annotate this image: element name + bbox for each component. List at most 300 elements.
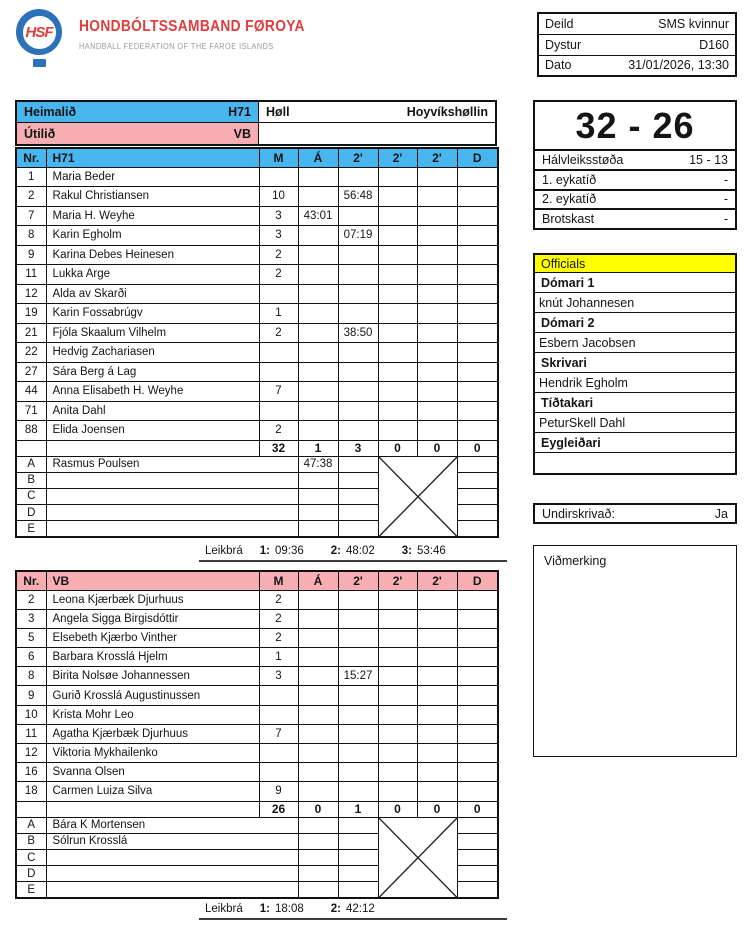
player-name: Svanna Olsen	[46, 763, 259, 782]
player-name: Leona Kjærbæk Djurhuus	[46, 590, 259, 609]
cell-dq	[457, 686, 498, 705]
cell-2min-1: 15:27	[338, 667, 378, 686]
timeout-3-key: 3:	[401, 545, 412, 557]
official-letter: B	[16, 833, 46, 849]
player-name: Karin Fossabrúgv	[46, 304, 259, 324]
cell-2min-1	[338, 382, 378, 402]
player-number: 21	[16, 323, 46, 343]
cell-2min-3	[417, 648, 457, 667]
official-name: Sólrun Krosslá	[46, 833, 298, 849]
cell-2min-3	[417, 382, 457, 402]
info-value: SMS kvinnur	[658, 17, 729, 32]
home-timeouts-line	[199, 545, 507, 562]
cell-goals: 10	[259, 187, 298, 207]
cell-2min-3	[417, 323, 457, 343]
cell-2min-1	[338, 763, 378, 782]
cell-warning	[298, 187, 338, 207]
cell-2min-1	[338, 304, 378, 324]
overtime2-label: 2. eykatíð	[542, 192, 597, 207]
cell-2min-1	[338, 206, 378, 226]
cell-goals: 9	[259, 782, 298, 801]
cell-warning	[298, 265, 338, 285]
cell-2min-3	[417, 245, 457, 265]
player-row	[16, 782, 498, 801]
cell-warning	[298, 245, 338, 265]
player-row	[16, 590, 498, 609]
col-warning: Á	[298, 148, 338, 167]
cell-dq	[457, 782, 498, 801]
player-row	[16, 744, 498, 763]
cell-2min-2	[378, 167, 417, 187]
official-letter: D	[16, 866, 46, 882]
cell-dq	[457, 744, 498, 763]
player-row	[16, 265, 498, 285]
cell-2min-1: 07:19	[338, 226, 378, 246]
cell-2min-3	[417, 265, 457, 285]
cell-2min-2	[378, 343, 417, 363]
player-number: 22	[16, 343, 46, 363]
cell-warning	[298, 226, 338, 246]
observer-name	[535, 453, 735, 473]
cell-dq	[457, 284, 498, 304]
crossed-out-region	[378, 817, 457, 898]
cell-2min-2	[378, 362, 417, 382]
official-letter: C	[16, 488, 46, 504]
cell-2min-3	[417, 304, 457, 324]
cell-warning	[298, 609, 338, 628]
cell-2min-2	[378, 265, 417, 285]
home-label: Heimalið	[24, 105, 77, 119]
cell-goals	[259, 362, 298, 382]
leikbra-label: Leikbrá	[205, 545, 243, 557]
player-name: Krista Mohr Leo	[46, 705, 259, 724]
total-dq: 0	[457, 440, 498, 456]
cell-2min-1	[338, 686, 378, 705]
cell-2min-3	[417, 609, 457, 628]
officials-panel	[533, 253, 737, 475]
cell-dq	[457, 609, 498, 628]
cell-goals: 2	[259, 421, 298, 441]
cell-dq	[457, 705, 498, 724]
home-roster-header	[16, 148, 498, 167]
cell-2min-3	[417, 206, 457, 226]
player-row	[16, 323, 498, 343]
player-name: Angela Sigga Birgisdóttir	[46, 609, 259, 628]
cell-goals: 7	[259, 382, 298, 402]
cell-2min-2	[378, 382, 417, 402]
cell-2min-2	[378, 705, 417, 724]
cell-goals	[259, 705, 298, 724]
officials-title: Officials	[535, 255, 735, 273]
referee1-label: Dómari 1	[535, 273, 735, 293]
player-row	[16, 245, 498, 265]
info-row-deild	[539, 14, 735, 34]
overtime1-value: -	[723, 172, 728, 187]
cell-2min-3	[417, 782, 457, 801]
player-number: 88	[16, 421, 46, 441]
cell-2min-1	[338, 343, 378, 363]
cell-2min-3	[417, 628, 457, 647]
cell-2min-3	[417, 705, 457, 724]
penalty-value: -	[723, 212, 728, 227]
cell-warning	[298, 628, 338, 647]
hsf-balloon-icon	[16, 9, 64, 67]
total-warnings: 1	[298, 440, 338, 456]
cell-dq	[457, 323, 498, 343]
cell-goals: 2	[259, 590, 298, 609]
player-number: 71	[16, 401, 46, 421]
player-name: Elsebeth Kjærbo Vinther	[46, 628, 259, 647]
cell-warning	[298, 343, 338, 363]
cell-dq	[457, 667, 498, 686]
player-row	[16, 206, 498, 226]
player-name: Barbara Krosslá Hjelm	[46, 648, 259, 667]
player-number: 16	[16, 763, 46, 782]
cell-goals: 7	[259, 724, 298, 743]
player-number: 11	[16, 724, 46, 743]
penalty-label: Brotskast	[542, 212, 595, 227]
player-number: 11	[16, 265, 46, 285]
cell-2min-3	[417, 167, 457, 187]
cell-2min-1: 38:50	[338, 323, 378, 343]
cell-2min-1	[338, 849, 378, 865]
cell-dq	[457, 505, 498, 521]
cell-2min-1	[338, 590, 378, 609]
cell-dq	[457, 187, 498, 207]
cell-2min-1	[338, 401, 378, 421]
cell-warning	[298, 362, 338, 382]
overtime2-row	[535, 189, 735, 209]
player-row	[16, 382, 498, 402]
official-row-a	[16, 817, 498, 833]
leikbra-label: Leikbrá	[205, 903, 243, 915]
col-team: VB	[46, 571, 259, 590]
cell-dq	[457, 401, 498, 421]
timeout-1-key: 1:	[259, 903, 270, 915]
cell-2min-2	[378, 245, 417, 265]
player-name: Sára Berg á Lag	[46, 362, 259, 382]
info-label: Deild	[545, 17, 574, 32]
secretary-label: Skrivari	[535, 353, 735, 373]
cell-warning	[298, 686, 338, 705]
official-row-a	[16, 456, 498, 472]
balloon-basket	[33, 59, 46, 67]
match-info-table	[537, 12, 737, 77]
cell-2min-1	[338, 245, 378, 265]
official-letter: D	[16, 505, 46, 521]
cell-dq	[457, 628, 498, 647]
official-name	[46, 472, 298, 488]
cell-2min-3	[417, 744, 457, 763]
cell-dq	[457, 763, 498, 782]
official-letter: A	[16, 456, 46, 472]
observer-label: Eygleiðari	[535, 433, 735, 453]
col-dq: D	[457, 571, 498, 590]
player-number: 27	[16, 362, 46, 382]
hall-label: Høll	[266, 105, 290, 119]
cell-warning	[298, 472, 338, 488]
col-warning: Á	[298, 571, 338, 590]
home-team-row	[17, 102, 259, 123]
final-score: 32 - 26	[575, 104, 695, 146]
cell-goals: 2	[259, 628, 298, 647]
federation-title: HONDBÓLTSSAMBAND FØROYA	[79, 18, 305, 35]
timekeeper-label: Tíðtakari	[535, 393, 735, 413]
totals-empty	[16, 801, 46, 817]
cell-warning	[298, 505, 338, 521]
cell-warning: 47:38	[298, 456, 338, 472]
signed-value: Ja	[714, 506, 728, 521]
cell-2min-1	[338, 782, 378, 801]
cell-2min-3	[417, 686, 457, 705]
timeout-2-time: 48:02	[345, 545, 375, 557]
cell-2min-1	[338, 421, 378, 441]
cell-2min-1	[338, 472, 378, 488]
cell-dq	[457, 382, 498, 402]
official-name: Rasmus Poulsen	[46, 456, 298, 472]
cell-warning	[298, 521, 338, 537]
cell-warning	[298, 782, 338, 801]
col-2min-2: 2'	[378, 571, 417, 590]
cell-warning	[298, 304, 338, 324]
cell-2min-1: 56:48	[338, 187, 378, 207]
cell-dq	[457, 421, 498, 441]
player-name: Anita Dahl	[46, 401, 259, 421]
player-number: 6	[16, 648, 46, 667]
player-name: Viktoria Mykhailenko	[46, 744, 259, 763]
timeout-1-key: 1:	[259, 545, 270, 557]
cell-goals: 1	[259, 304, 298, 324]
cell-2min-2	[378, 609, 417, 628]
cell-warning	[298, 382, 338, 402]
signed-box	[533, 503, 737, 524]
referee1-name: knút Johannesen	[535, 293, 735, 313]
player-row	[16, 686, 498, 705]
cell-2min-2	[378, 421, 417, 441]
player-number: 7	[16, 206, 46, 226]
player-row	[16, 187, 498, 207]
player-row	[16, 304, 498, 324]
cell-goals: 3	[259, 226, 298, 246]
cell-warning	[298, 817, 338, 833]
info-value: 31/01/2026, 13:30	[628, 58, 729, 73]
player-row	[16, 421, 498, 441]
official-letter: A	[16, 817, 46, 833]
cell-2min-1	[338, 609, 378, 628]
player-row	[16, 226, 498, 246]
player-number: 3	[16, 609, 46, 628]
player-number: 2	[16, 590, 46, 609]
player-name: Fjóla Skaalum Vilhelm	[46, 323, 259, 343]
teams-header-block	[15, 100, 497, 146]
total-2min-1: 1	[338, 801, 378, 817]
total-2min-1: 3	[338, 440, 378, 456]
totals-empty	[46, 801, 259, 817]
home-code: H71	[228, 105, 251, 119]
info-label: Dystur	[545, 37, 582, 52]
player-number: 12	[16, 284, 46, 304]
overtime2-value: -	[723, 192, 728, 207]
official-letter: B	[16, 472, 46, 488]
away-roster-header	[16, 571, 498, 590]
player-row	[16, 724, 498, 743]
scoreboard	[533, 100, 737, 230]
cell-2min-1	[338, 521, 378, 537]
player-number: 18	[16, 782, 46, 801]
signed-label: Undirskrivað:	[542, 506, 615, 521]
cell-warning	[298, 284, 338, 304]
secretary-name: Hendrik Egholm	[535, 373, 735, 393]
col-dq: D	[457, 148, 498, 167]
away-code: VB	[233, 126, 251, 141]
info-row-dystur	[539, 34, 735, 54]
player-number: 44	[16, 382, 46, 402]
logo-monogram: HSF	[25, 23, 53, 41]
away-roster-table	[15, 570, 499, 899]
official-name: Bára K Mortensen	[46, 817, 298, 833]
cell-2min-1	[338, 265, 378, 285]
cell-dq	[457, 206, 498, 226]
player-number: 19	[16, 304, 46, 324]
remarks-label: Viðmerking	[544, 554, 607, 568]
cell-2min-2	[378, 763, 417, 782]
player-name: Karina Debes Heinesen	[46, 245, 259, 265]
cell-2min-2	[378, 667, 417, 686]
cell-dq	[457, 456, 498, 472]
cell-warning	[298, 833, 338, 849]
penalty-row	[535, 208, 735, 228]
away-team-row	[17, 123, 259, 144]
total-goals: 32	[259, 440, 298, 456]
cell-warning	[298, 763, 338, 782]
timeout-3-time: 53:46	[416, 545, 446, 557]
cell-2min-1	[338, 488, 378, 504]
overtime1-label: 1. eykatíð	[542, 172, 597, 187]
cell-goals: 3	[259, 206, 298, 226]
cell-2min-3	[417, 401, 457, 421]
official-name	[46, 521, 298, 537]
cell-2min-1	[338, 817, 378, 833]
cell-goals	[259, 343, 298, 363]
timeout-1-time: 09:36	[274, 545, 304, 557]
hall-row	[259, 102, 495, 123]
cell-dq	[457, 362, 498, 382]
col-goals: M	[259, 571, 298, 590]
cell-2min-1	[338, 505, 378, 521]
halftime-value: 15 - 13	[689, 152, 728, 167]
halftime-row	[535, 149, 735, 169]
player-number: 9	[16, 686, 46, 705]
cell-dq	[457, 245, 498, 265]
player-name: Maria H. Weyhe	[46, 206, 259, 226]
cell-dq	[457, 590, 498, 609]
cell-dq	[457, 724, 498, 743]
cell-dq	[457, 648, 498, 667]
cell-dq	[457, 849, 498, 865]
overtime1-row	[535, 169, 735, 189]
total-2min-2: 0	[378, 801, 417, 817]
cell-warning	[298, 667, 338, 686]
cell-goals: 2	[259, 245, 298, 265]
cell-2min-1	[338, 833, 378, 849]
cell-2min-3	[417, 343, 457, 363]
federation-logo	[16, 9, 342, 67]
cell-dq	[457, 265, 498, 285]
player-name: Karin Egholm	[46, 226, 259, 246]
cell-warning	[298, 488, 338, 504]
cell-2min-3	[417, 284, 457, 304]
cell-2min-1	[338, 284, 378, 304]
cell-warning	[298, 421, 338, 441]
federation-name-block	[79, 9, 342, 51]
cell-warning: 43:01	[298, 206, 338, 226]
player-row	[16, 648, 498, 667]
total-2min-3: 0	[417, 440, 457, 456]
cell-goals	[259, 763, 298, 782]
total-goals: 26	[259, 801, 298, 817]
player-row	[16, 628, 498, 647]
cell-2min-2	[378, 782, 417, 801]
cell-2min-2	[378, 304, 417, 324]
cell-2min-1	[338, 744, 378, 763]
official-name	[46, 505, 298, 521]
player-row	[16, 167, 498, 187]
total-2min-2: 0	[378, 440, 417, 456]
cell-2min-3	[417, 724, 457, 743]
cell-warning	[298, 590, 338, 609]
info-label: Dato	[545, 58, 572, 73]
col-team: H71	[46, 148, 259, 167]
player-number: 8	[16, 667, 46, 686]
x-mark-icon	[379, 818, 457, 897]
cell-2min-1	[338, 648, 378, 667]
totals-empty	[16, 440, 46, 456]
official-letter: E	[16, 882, 46, 898]
player-number: 8	[16, 226, 46, 246]
cell-dq	[457, 882, 498, 898]
player-number: 10	[16, 705, 46, 724]
cell-2min-3	[417, 590, 457, 609]
timeout-2-key: 2:	[330, 903, 341, 915]
cell-2min-2	[378, 590, 417, 609]
cell-2min-3	[417, 187, 457, 207]
info-row-dato	[539, 55, 735, 75]
cell-2min-2	[378, 686, 417, 705]
cell-2min-2	[378, 744, 417, 763]
timekeeper-name: PeturSkell Dahl	[535, 413, 735, 433]
cell-warning	[298, 882, 338, 898]
cell-goals: 2	[259, 609, 298, 628]
total-2min-3: 0	[417, 801, 457, 817]
player-row	[16, 609, 498, 628]
cell-2min-2	[378, 323, 417, 343]
player-row	[16, 705, 498, 724]
timeout-2-time: 42:12	[345, 903, 375, 915]
official-name	[46, 882, 298, 898]
player-name: Hedvig Zachariasen	[46, 343, 259, 363]
official-letter: C	[16, 849, 46, 865]
cell-2min-3	[417, 667, 457, 686]
cell-warning	[298, 744, 338, 763]
player-name: Maria Beder	[46, 167, 259, 187]
cell-goals: 2	[259, 323, 298, 343]
remarks-box	[533, 545, 737, 757]
referee2-label: Dómari 2	[535, 313, 735, 333]
player-number: 5	[16, 628, 46, 647]
cell-2min-1	[338, 866, 378, 882]
referee2-name: Esbern Jacobsen	[535, 333, 735, 353]
cell-warning	[298, 849, 338, 865]
